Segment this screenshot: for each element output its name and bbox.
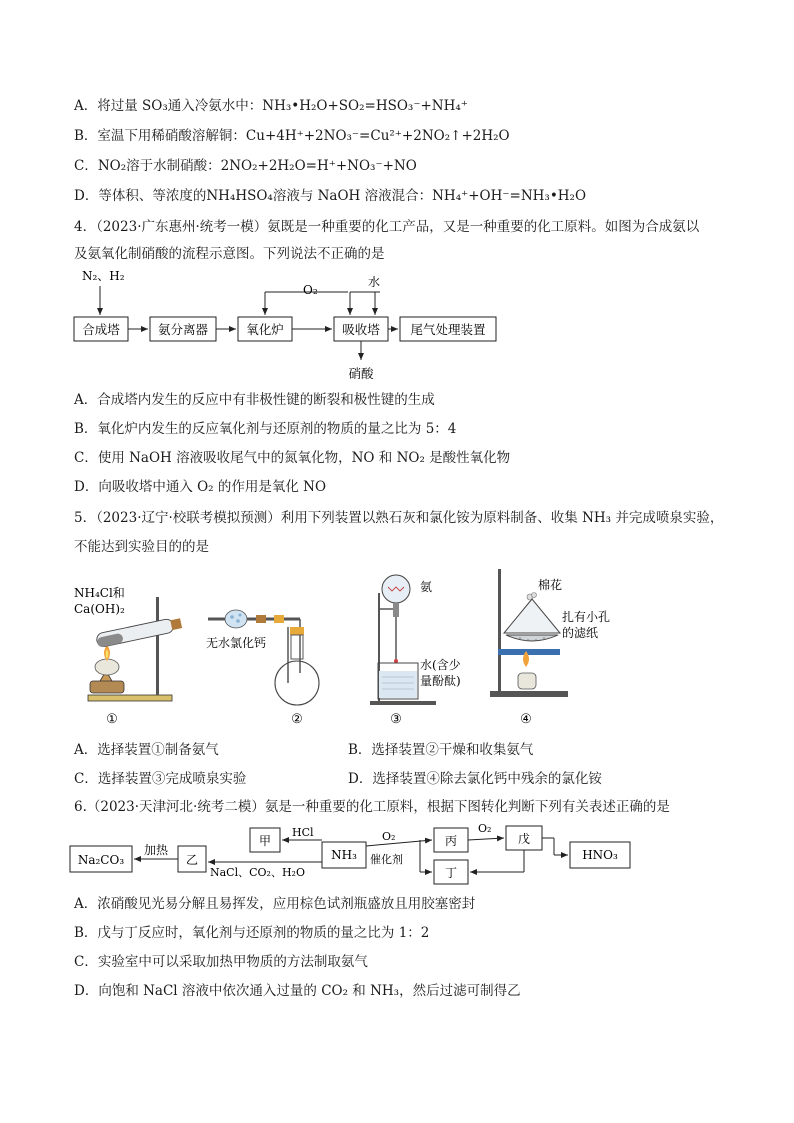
q6-option-b: B．戊与丁反应时，氧化剂与还原剂的物质的量之比为 1：2	[74, 925, 430, 941]
num-3: ③	[390, 712, 402, 727]
q3-option-d: D．等体积、等浓度的NH₄HSO₄溶液与 NaOH 溶液混合：NH₄⁺+OH⁻=NH₃•H₂O	[74, 188, 587, 204]
a3-label-top: 氨	[420, 580, 433, 594]
apparatus-4-sublimation	[490, 569, 610, 727]
q6-stem: 6.（2023·天津河北·统考二模）氨是一种重要的化工原料，根据下图转化判断下列有关表述正确的是	[74, 799, 670, 815]
q4-option-c: C．使用 NaOH 溶液吸收尾气中的氮氧化物，NO 和 NO₂ 是酸性氧化物	[74, 450, 511, 466]
water-label: 水	[368, 275, 381, 289]
q5-option-b: B．选择装置②干燥和收集氨气	[348, 742, 534, 758]
q6-option-d: D．向饱和 NaCl 溶液中依次通入过量的 CO₂ 和 NH₃，然后过滤可制得乙	[74, 983, 521, 999]
ding-label: 丁	[444, 866, 458, 880]
q4-stem-line1: 4．（2023·广东惠州·统考一模）氨既是一种重要的化工产品，又是一种重要的化工原料。如图为合成氨以	[74, 219, 700, 235]
q5-option-c: C．选择装置③完成喷泉实验	[74, 771, 247, 787]
hno3-label: HNO₃	[582, 848, 618, 862]
q4-option-d: D．向吸收塔中通入 O₂ 的作用是氧化 NO	[74, 479, 327, 495]
nh3-label: NH₃	[331, 848, 357, 862]
bing-label: 丙	[444, 834, 458, 848]
a3-label-water2: 量酚酞)	[420, 674, 461, 688]
q5-apparatus-figure	[60, 563, 611, 731]
num-2: ②	[291, 712, 303, 727]
q4-option-a: A．合成塔内发生的反应中有非极性键的断裂和极性键的生成	[74, 392, 435, 408]
q5-option-a: A．选择装置①制备氨气	[74, 742, 219, 758]
svg-text:.: .	[300, 286, 304, 300]
q5-stem-line1: 5．（2023·辽宁·校联考模拟预测）利用下列装置以熟石灰和氯化铵为原料制备、收集 NH₃ 并完成喷泉实验，	[74, 510, 724, 526]
feed-label: N₂、H₂	[82, 269, 125, 283]
synthesis-tower-label: 合成塔	[82, 322, 120, 337]
a3-label-water1: 水(含少	[420, 658, 461, 672]
q5-stem-line2: 不能达到实验目的的是	[74, 539, 209, 555]
yi-label: 乙	[185, 853, 199, 867]
q4-stem-line2: 及氨氧化制硝酸的流程示意图。下列说法不正确的是	[74, 246, 385, 262]
a1-label1: NH₄Cl和	[74, 586, 125, 600]
furnace-label: 氧化炉	[246, 322, 284, 337]
q6-option-a: A．浓硝酸见光易分解且易挥发，应用棕色试剂瓶盛放且用胶塞密封	[74, 896, 476, 912]
a4-label-cotton: 棉花	[538, 578, 563, 592]
catalyst-label: 催化剂	[370, 853, 403, 866]
apparatus-3-fountain	[370, 575, 461, 727]
heat-label: 加热	[144, 843, 169, 857]
reagents-label: NaCl、CO₂、H₂O	[210, 866, 305, 879]
jia-label: 甲	[258, 834, 272, 848]
q5-option-d: D．选择装置④除去氯化钙中残余的氯化铵	[348, 771, 602, 787]
o2-b-label: O₂	[478, 822, 492, 835]
q4-option-b: B．氧化炉内发生的反应氧化剂与还原剂的物质的量之比为 5：4	[74, 421, 457, 437]
num-4: ④	[520, 712, 532, 727]
na2co3-label: Na₂CO₃	[77, 853, 125, 867]
num-1: ①	[106, 712, 118, 727]
apparatus-1-heating-tube	[74, 586, 183, 727]
o2-label: O₂	[303, 283, 318, 297]
q4-flow-diagram	[60, 264, 580, 390]
q3-option-b: B．室温下用稀硝酸溶解铜：Cu+4H⁺+2NO₃⁻=Cu²⁺+2NO₂↑+2H₂O	[74, 128, 510, 144]
o2-a-label: O₂	[382, 830, 396, 843]
tail-gas-label: 尾气处理装置	[410, 322, 486, 337]
a2-label: 无水氯化钙	[206, 636, 267, 650]
separator-label: 氨分离器	[157, 322, 209, 337]
product-label: 硝酸	[348, 366, 374, 381]
a1-label2: Ca(OH)₂	[74, 602, 125, 616]
apparatus-2-drying-flask	[206, 610, 319, 727]
a4-label-paper2: 的滤纸	[562, 626, 599, 640]
wu-label: 戊	[517, 832, 531, 846]
absorber-label: 吸收塔	[342, 322, 380, 337]
q3-option-c: C．NO₂溶于水制硝酸：2NO₂+2H₂O=H⁺+NO₃⁻+NO	[74, 158, 417, 174]
a4-label-paper1: 扎有小孔	[562, 610, 611, 624]
hcl-label: HCl	[292, 826, 314, 839]
q6-conversion-diagram	[64, 818, 644, 890]
q6-option-c: C．实验室中可以采取加热甲物质的方法制取氨气	[74, 954, 368, 970]
q3-option-a: A．将过量 SO₃通入冷氨水中：NH₃•H₂O+SO₂=HSO₃⁻+NH₄⁺	[74, 98, 468, 114]
